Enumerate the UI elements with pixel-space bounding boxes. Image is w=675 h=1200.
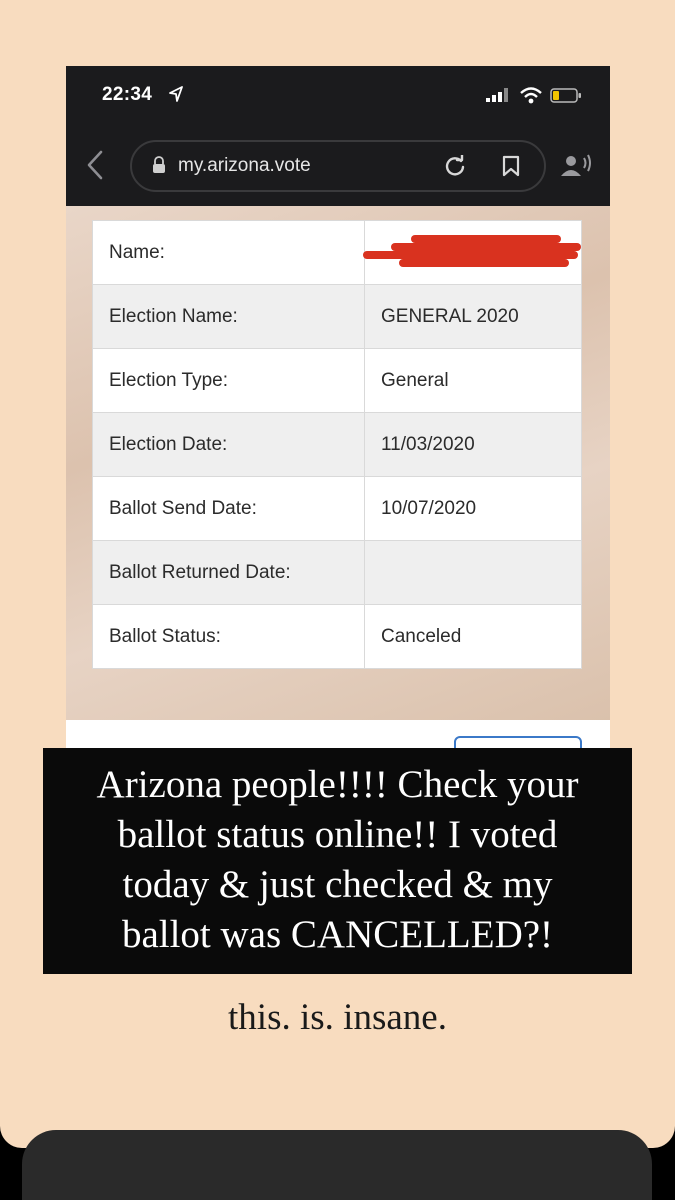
row-label: Election Name: bbox=[93, 285, 365, 349]
browser-toolbar bbox=[66, 126, 610, 206]
reload-icon[interactable] bbox=[444, 155, 466, 177]
address-bar[interactable] bbox=[130, 140, 546, 192]
phone-screenshot bbox=[66, 66, 610, 766]
row-value: Canceled bbox=[365, 605, 582, 669]
table-row bbox=[93, 285, 582, 349]
redaction-scribble bbox=[381, 233, 581, 267]
table-row bbox=[93, 605, 582, 669]
caption-line: today & just checked & my bbox=[122, 863, 553, 906]
back-chevron-icon[interactable] bbox=[86, 150, 104, 180]
story-caption bbox=[43, 748, 632, 974]
caption-line: ballot was CANCELLED?! bbox=[121, 913, 554, 956]
row-label: Election Date: bbox=[93, 413, 365, 477]
status-bar bbox=[66, 66, 610, 126]
story-reply-bar[interactable] bbox=[22, 1130, 652, 1200]
status-time: 22:34 bbox=[102, 84, 153, 105]
cell-signal-icon bbox=[486, 88, 510, 102]
reader-mode-icon[interactable] bbox=[560, 154, 592, 178]
battery-icon bbox=[550, 88, 582, 103]
row-label: Election Type: bbox=[93, 349, 365, 413]
row-value: 11/03/2020 bbox=[365, 413, 582, 477]
row-label: Ballot Send Date: bbox=[93, 477, 365, 541]
story-subcaption: this. is. insane. bbox=[228, 997, 447, 1038]
row-value: GENERAL 2020 bbox=[365, 285, 582, 349]
table-row bbox=[93, 541, 582, 605]
url-text: my.arizona.vote bbox=[178, 155, 311, 176]
row-label: Ballot Status: bbox=[93, 605, 365, 669]
row-value bbox=[365, 541, 582, 605]
row-value: 10/07/2020 bbox=[365, 477, 582, 541]
caption-line: ballot status online!! I voted bbox=[117, 813, 558, 856]
wifi-icon bbox=[519, 86, 543, 104]
row-value: General bbox=[365, 349, 582, 413]
ballot-info-table bbox=[92, 220, 582, 669]
bookmark-icon[interactable] bbox=[502, 155, 520, 177]
table-row bbox=[93, 221, 582, 285]
table-row bbox=[93, 477, 582, 541]
table-row bbox=[93, 349, 582, 413]
location-arrow-icon bbox=[169, 86, 183, 102]
row-label: Name: bbox=[93, 221, 365, 285]
redacted-name bbox=[365, 221, 582, 285]
webpage-content bbox=[66, 206, 610, 766]
caption-line: Arizona people!!!! Check your bbox=[96, 763, 579, 806]
lock-icon bbox=[152, 156, 166, 174]
table-row bbox=[93, 413, 582, 477]
row-label: Ballot Returned Date: bbox=[93, 541, 365, 605]
